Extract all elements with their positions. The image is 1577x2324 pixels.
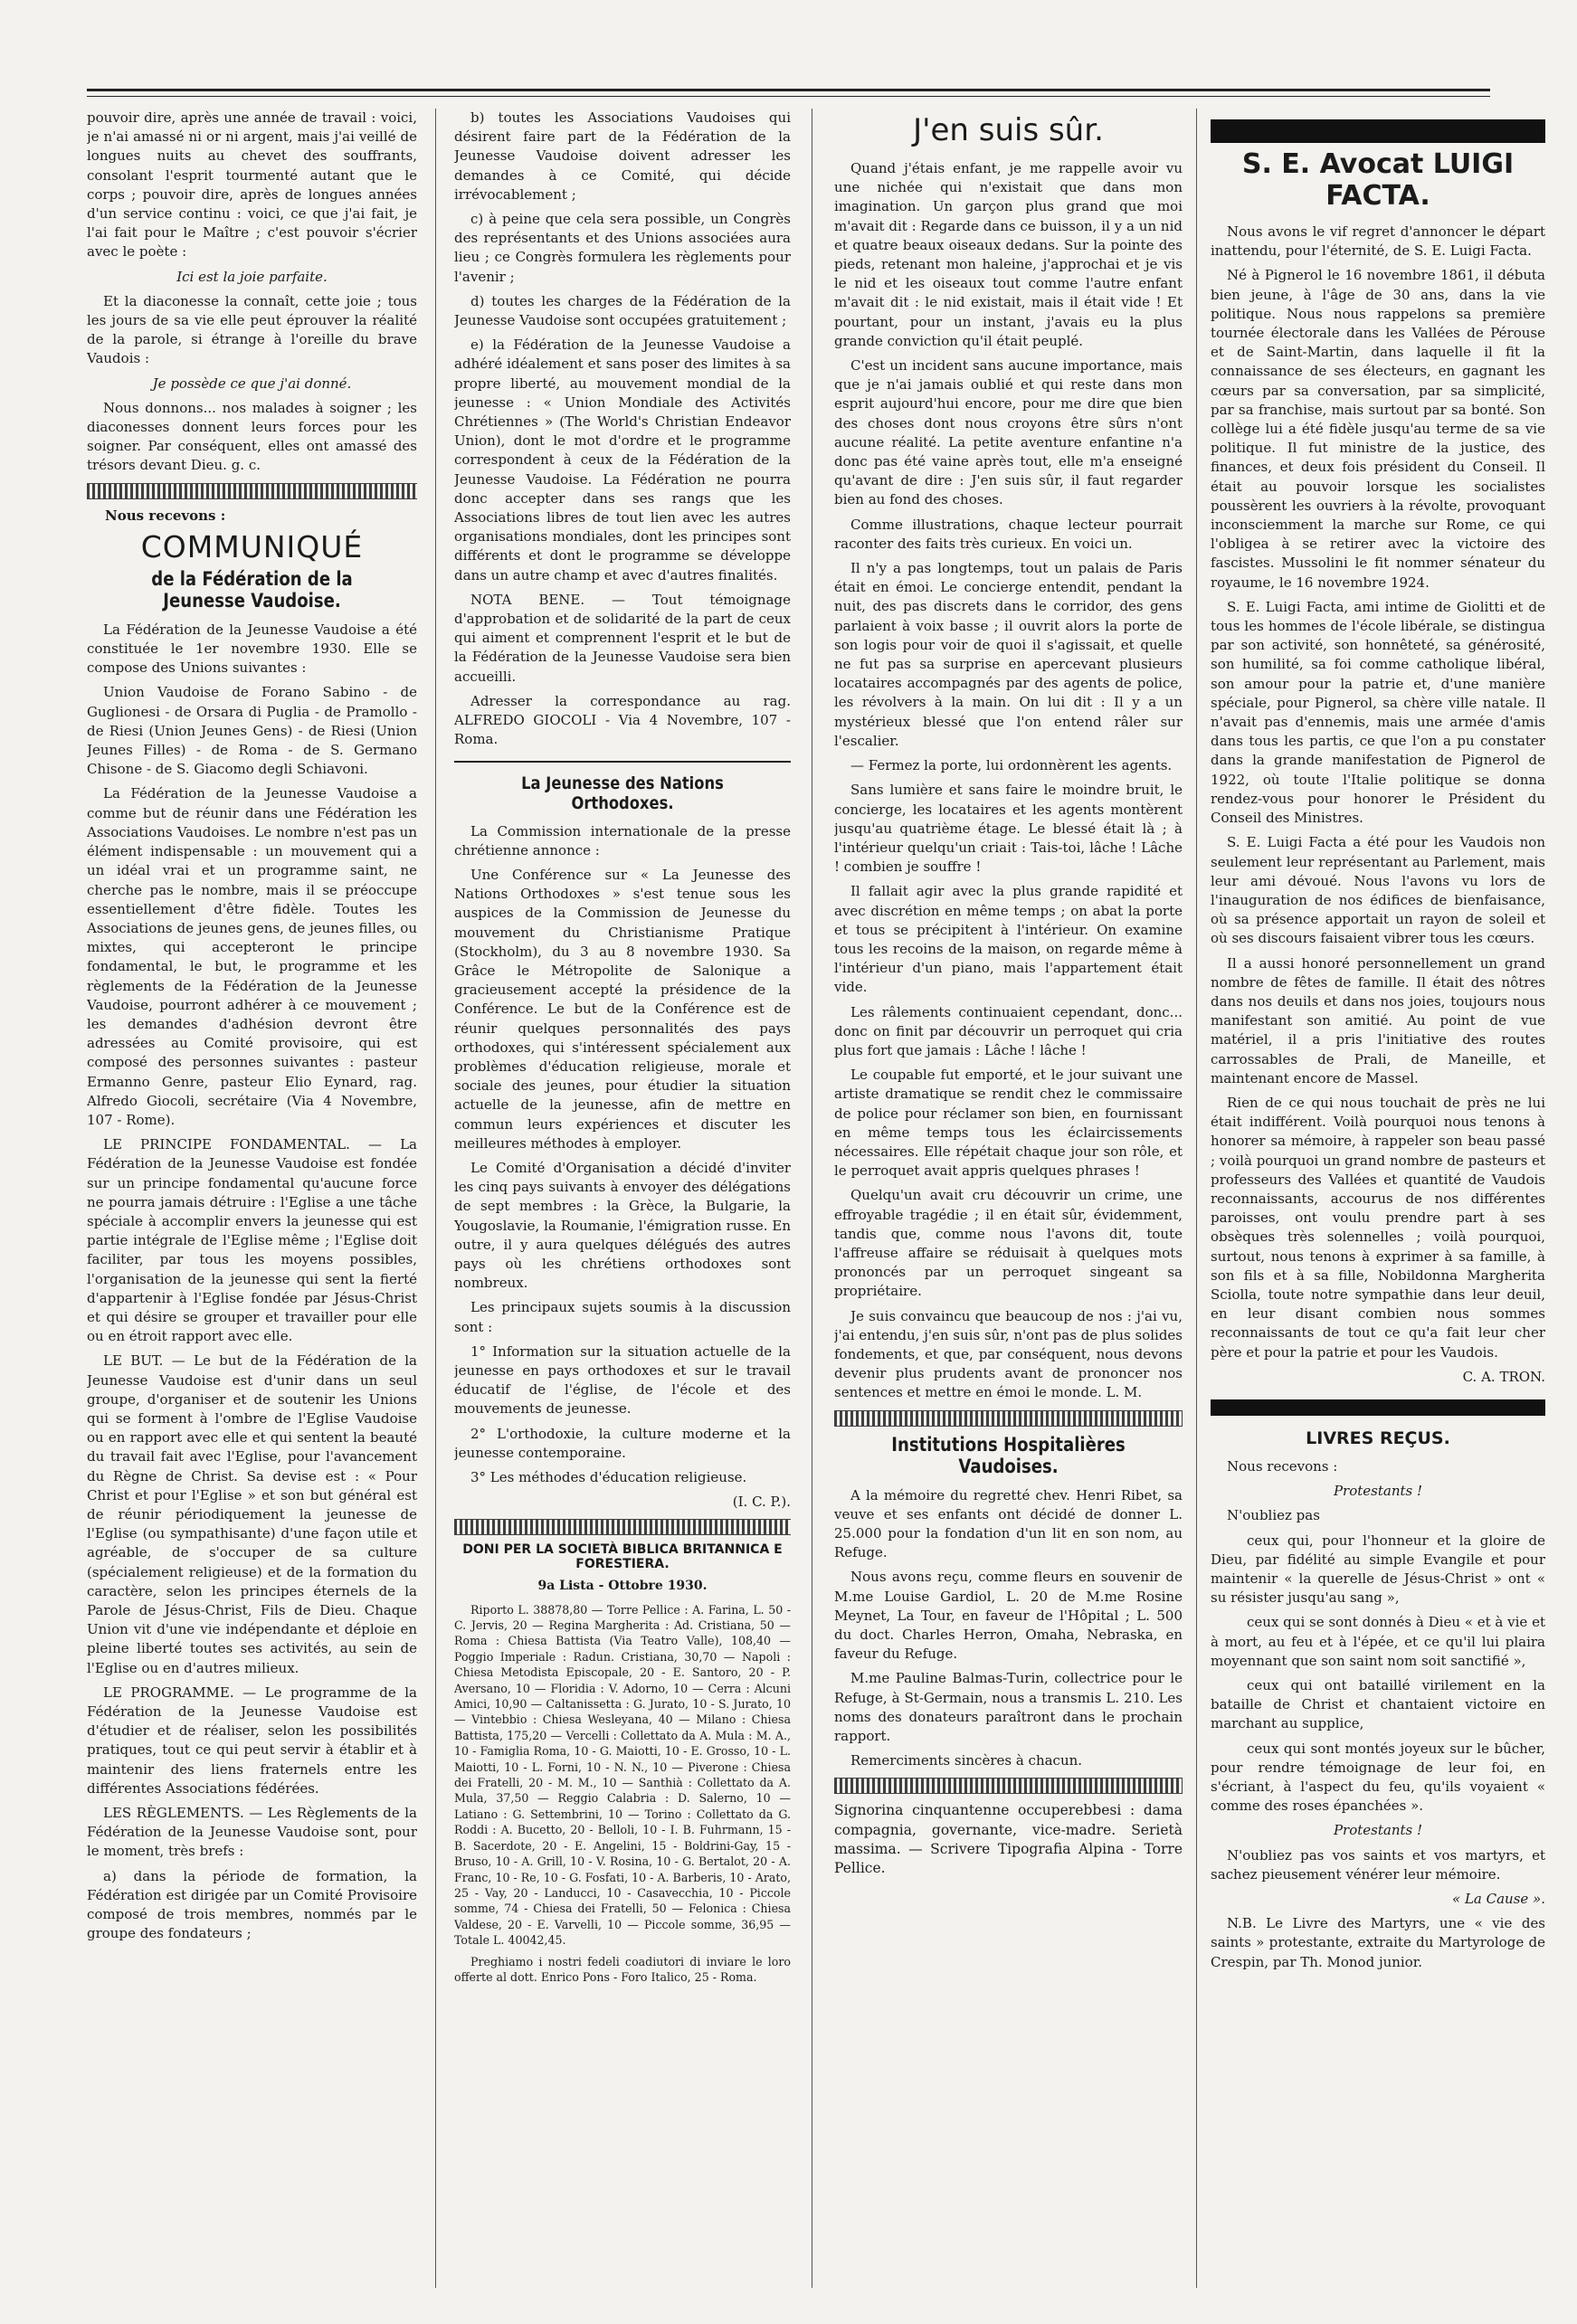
paragraph: La Fédération de la Jeunesse Vaudoise a comme but de réunir dans une Fédération les Associations Vaudoises. Le nombre n'est pas un élément indispensable : un mouvement qui a un idéal vrai et un programme saint, ne cherche pas le nombre, mais il se préoccupe essentiellement d'être fidèle. Toutes les Associations de jeunes gens, de jeunes filles, ou mixtes, qui accepteront le principe fondamental, le but, le programme et les règlements de la Fédération de la Jeunesse Vaudoise, pourront adhérer à ce mouvement ; les demandes d'adhésion devront être adressées au Comité provisoire, qui est composé des personnes suivantes : pasteur Ermanno Genre, pasteur Elio Eynard, rag. Alfredo Giocoli, secrétaire (Via 4 Novembre, 107 - Rome). [87,785,417,1128]
ornament-divider [454,1519,791,1535]
paragraph: 2° L'orthodoxie, la culture moderne et la jeunesse contemporaine. [454,1425,791,1461]
paragraph: La Commission internationale de la presse chrétienne annonce : [454,822,791,858]
paragraph: ceux qui, pour l'honneur et la gloire de Dieu, par fidélité au simple Evangile et pour maintenir « la querelle de Jésus-Christ » ont « su résister jusqu'au sang », [1211,1532,1545,1607]
black-banner [1211,1399,1545,1416]
ornament-divider [834,1410,1183,1427]
black-banner [1211,119,1545,143]
paragraph: ceux qui se sont donnés à Dieu « et à vie et à mort, au feu et à l'épée, et ce qu'il lui plaira moyennant que son saint nom soit sanctifié », [1211,1614,1545,1669]
verse: Protestants ! [1333,1822,1423,1839]
paragraph: C'est un incident sans aucune importance, mais que je n'ai jamais oublié et qui reste dans mon esprit aujourd'hui encore, pour me dire que bien des choses dont nous croyons être sûrs n'ont aucune réalité. La petite aventure enfantine n'a donc pas été vaine après tout, elle m'a enseigné qu'avant de dire : J'en suis sûr, il faut regarder bien au fond des choses. [834,357,1183,508]
paragraph: Je suis convaincu que beaucoup de nos : j'ai vu, j'ai entendu, j'en suis sûr, n'ont pas de plus solides fondements, et que, par conséquent, nous devons devenir plus prudents avant de prononcer nos sentences et mettre en émoi le monde. L. M. [834,1307,1183,1401]
paragraph: LE PROGRAMME. — Le programme de la Fédération de la Jeunesse Vaudoise est d'étudier et de réaliser, selon les possibilités pratiques, tout ce qui peut servir à établir et à maintenir des liens fraternels entre les différentes Associations fédérées. [87,1684,417,1797]
article-subtitle: de la Fédération de la Jeunesse Vaudoise. [151,567,353,612]
paragraph: a) dans la période de formation, la Fédération est dirigée par un Comité Provisoire composé de trois membres, nommés par le groupe des fondateurs ; [87,1867,417,1942]
paragraph: Il fallait agir avec la plus grande rapidité et avec discrétion en même temps ; on abat la porte et tous se précipitent à l'intérieur. On examine tous les recoins de la maison, on regarde même à l'intérieur d'un piano, mais l'appartement était vide. [834,883,1183,996]
article-title: DONI PER LA SOCIETÀ BIBLICA BRITANNICA E FORESTIERA. [462,1542,783,1572]
paragraph: Riporto L. 38878,80 — Torre Pellice : A. Farina, L. 50 - C. Jervis, 20 — Regina Margherita : Ad. Cristiana, 50 — Roma : Chiesa Battista (Via Teatro Valle), 108,40 — Poggio Imperiale : Radun. Cristiana, 30,70 — Napoli : Chiesa Metodista Episcopale, 20 - E. Santoro, 20 - P. Aversano, 10 — Floridia : V. Adorno, 10 — Cerra : Alcuni Amici, 10,90 — Caltanissetta : G. Jurato, 10 - S. Jurato, 10 — Vintebbio : Chiesa Wesleyana, 40 — Milano : Chiesa Battista, 175,20 — Vercelli : Collettato da A. Mula : M. A., 10 - Famiglia Roma, 10 - G. Maiotti, 10 - E. Grosso, 10 - L. Maiotti, 10 - L. Forni, 10 - N. N., 10 — Piverone : Chiesa dei Fratelli, 20 - M. M., 10 — Santhià : Collettato da A. Mula, 37,50 — Reggio Calabria : D. Salerno, 10 — Latiano : G. Settembrini, 10 — Torino : Collettato da G. Roddi : A. Bucetto, 20 - Belloli, 10 - I. B. Fuhrmann, 15 - B. Sacerdote, 20 - E. Angelini, 15 - Boldrini-Gay, 15 - Bruso, 10 - A. Grill, 10 - V. Rosina, 10 - G. Bertalot, 20 - A. Franc, 10 - Re, 10 - G. Fosfati, 10 - A. Barberis, 10 - Arato, 25 - Vay, 20 - Landucci, 10 - Casavecchia, 10 - Piccole somme, 74 - Chiesa dei Fratelli, 50 — Felonica : Chiesa Valdese, 20 - E. Varvelli, 10 — Piccole somme, 36,95 — Totale L. 40042,45. [454,1602,791,1948]
paragraph: Il n'y a pas longtemps, tout un palais de Paris était en émoi. Le concierge entendit, pendant la nuit, des pas discrets dans le corridor, des gens parlaient à voix basse ; il ouvrit alors la porte de son logis pour voir de quoi il s'agissait, et quelle ne fut pas sa surprise en apercevant plusieurs locataires accompagnés par des agents de police, les révolvers à la main. On lui dit : Il y a un mystérieux blessé que l'on entend râler sur l'escalier. [834,560,1183,749]
paragraph: N.B. Le Livre des Martyrs, une « vie des saints » protestante, extraite du Martyrologe de Crespin, par Th. Monod junior. [1211,1915,1545,1970]
paragraph: Les râlements continuaient cependant, donc... donc on finit par découvrir un perroquet qui cria plus fort que jamais : Lâche ! lâche ! [834,1003,1183,1058]
verse: Ici est la joie parfaite. [176,268,328,285]
paragraph: Nous avons le vif regret d'annoncer le départ inattendu, pour l'éternité, de S. E. Luigi Facta. [1211,223,1545,260]
paragraph: c) à peine que cela sera possible, un Congrès des représentants et des Unions associées aura lieu ; ce Congrès formulera les règlements pour l'avenir ; [454,211,791,285]
verse: Protestants ! [1333,1483,1423,1500]
donations-list [454,1602,791,1986]
paragraph: N'oubliez pas [1227,1507,1320,1524]
paragraph: M.me Pauline Balmas-Turin, collectrice pour le Refuge, à St-Germain, nous a transmis L. 210. Les noms des donateurs paraîtront dans le prochain rapport. [834,1670,1183,1745]
ornament-divider [87,483,417,499]
article-title: S. E. Avocat LUIGI FACTA. [1241,148,1515,212]
paragraph: d) toutes les charges de la Fédération de la Jeunesse Vaudoise sont occupées gratuitement ; [454,292,791,329]
paragraph: Nous avons reçu, comme fleurs en souvenir de M.me Louise Gardiol, L. 20 de M.me Rosine Meynet, La Tour, en faveur de l'Hôpital ; L. 500 du doct. Charles Herron, Omaha, Nebraska, en faveur du Refuge. [834,1569,1183,1663]
paragraph: ceux qui ont bataillé virilement en la bataille de Christ et chantaient victoire en marchant au supplice, [1211,1677,1545,1732]
paragraph: Adresser la correspondance au rag. ALFREDO GIOCOLI - Via 4 Novembre, 107 - Roma. [454,692,791,748]
paragraph: Rien de ce qui nous touchait de près ne lui était indifférent. Voilà pourquoi nous tenons à honorer sa mémoire, à rappeler son beau passé ; voilà pourquoi un grand nombre de pasteurs et professeurs des Vallées et quantité de Vaudois reconnaissants, accourus de nos différentes paroisses, ont voulu prendre part à ses obsèques très solennelles ; voilà pourquoi, surtout, nous tenons à exprimer à sa famille, à son fils et à sa fille, Nobildonna Margherita Sciolla, toute notre sympathie dans leur deuil, en leur disant combien nous sommes reconnaissants de tout ce qu'a fait leur cher père et pour la patrie et pour les Vaudois. [1211,1094,1545,1361]
paragraph: S. E. Luigi Facta, ami intime de Giolitti et de tous les hommes de l'école libérale, se distingua par son activité, son honnêteté, sa générosité, son humilité, sa foi comme catholique libéral, son amour pour la patrie et, d'une manière spéciale, pour Pignerol, sa chère ville natale. Il n'avait pas d'ennemis, mais une armée d'amis dans tous les partis, ce que l'on a pu constater dans la grande manifestation de Pignerol de 1922, où toute l'Italie politique se donna rendez-vous pour honorer le Président du Conseil des Ministres. [1211,598,1545,827]
source-note: « La Cause ». [1452,1891,1545,1908]
paragraph: Le coupable fut emporté, et le jour suivant une artiste dramatique se rendit chez le commissaire de police pour réclamer son bien, en fournissant en même temps tous les éclaircissements nécessaires. Elle répétait chaque jour son rôle, et le perroquet avait appris quelques phrases ! [834,1067,1183,1180]
column-4 [1211,109,1545,2288]
paragraph: b) toutes les Associations Vaudoises qui désirent faire part de la Fédération de la Jeunesse Vaudoise doivent adresser les demandes à ce Comité, qui décide irrévocablement ; [454,109,791,203]
paragraph: 1° Information sur la situation actuelle de la jeunesse en pays orthodoxes et sur le travail éducatif de l'église, de l'école et des mouvements de jeunesse. [454,1342,791,1418]
column-1 [87,109,417,2288]
section-rule [454,761,791,763]
paragraph: S. E. Luigi Facta a été pour les Vaudois non seulement leur représentant au Parlement, mais leur ami dévoué. Nous l'avons vu lors de l'inauguration de nos édifices de bienfaisance, où sa présence apportait un rayon de soleil et où ses discours faisaient vibrer tous les cœurs. [1211,834,1545,947]
paragraph: N'oubliez pas vos saints et vos martyrs, et sachez pieusement vénérer leur mémoire. [1211,1846,1545,1883]
article-title: Institutions Hospitalières Vaudoises. [891,1433,1126,1477]
paragraph: Quelqu'un avait cru découvrir un crime, une effroyable tragédie ; il en était sûr, évidemment, tandis que, comme nous l'avons dit, toute l'affreuse affaire se réduisait à quelques mots prononcés par un perroquet singeant sa propriétaire. [834,1187,1183,1300]
paragraph: LE BUT. — Le but de la Fédération de la Jeunesse Vaudoise est d'unir dans un seul groupe, d'organiser et de soutenir les Unions qui se forment à l'ombre de l'Eglise Vaudoise ou en rapport avec elle et qui sentent la beauté du travail fait avec l'Eglise, pour l'avancement du Règne de Christ. Sa devise est : « Pour Christ et pour l'Eglise » et son but général est de réunir périodiquement la jeunesse de l'Eglise (ou sympathisante) d'une façon utile et agréable, de s'occuper de sa culture (spécialement religieuse) et de la formation du caractère, selon les principes éternels de la Parole de Jésus-Christ, Fils de Dieu. Chaque Union vit d'une vie indépendante et déploie en pleine liberté toutes ses activités, au sein de l'Eglise ou en d'autres milieux. [87,1352,417,1676]
article-title: LIVRES REÇUS. [1306,1428,1450,1448]
article-title: La Jeunesse des Nations Orthodoxes. [521,773,724,813]
article-title: J'en suis sûr. [913,112,1104,148]
paragraph: e) la Fédération de la Jeunesse Vaudoise a adhéré idéalement et sans poser des limites à sa propre liberté, au mouvement mondial de la jeunesse : « Union Mondiale des Activités Chrétiennes » (The World's Christian Endeavor Union), dont le mot d'ordre et le programme correspondent à ceux de la Fédération de la Jeunesse Vaudoise. La Fédération ne pourra donc accepter dans ses rangs que les Associations libres de tout lien avec les autres organisations mondiales, dont les principes sont différents et dont le programme se développe dans un autre champ et avec d'autres finalités. [454,337,791,583]
paragraph: Remerciments sincères à chacun. [850,1752,1083,1769]
paragraph: ceux qui sont montés joyeux sur le bûcher, pour rendre témoignage de leur foi, en s'écriant, à l'aspect du feu, qu'ils voyaient « comme des roses épanchées ». [1211,1740,1545,1815]
source-note: (I. C. P.). [732,1494,791,1511]
paragraph: Les principaux sujets soumis à la discussion sont : [454,1299,791,1335]
paragraph: La Fédération de la Jeunesse Vaudoise a été constituée le 1er novembre 1930. Elle se compose des Unions suivantes : [87,621,417,677]
column-divider [435,109,436,2288]
column-2 [454,109,791,2288]
paragraph: Nous recevons : [1227,1457,1338,1475]
paragraph: Il a aussi honoré personnellement un grand nombre de fêtes de famille. Il était des nôtres dans nos deuils et dans nos joies, toujours nous manifestant son amitié. Au point de vue matériel, il a pris l'initiative des routes carrossables de Prali, de Maneille, et maintenant encore de Massel. [1211,954,1545,1086]
classified-ad: Signorina cinquantenne occuperebbesi : dama compagnia, governante, vice-madre. Serietà massima. — Scrivere Tipografia Alpina - Torre Pellice. [834,1802,1183,1877]
top-rule [87,89,1490,97]
paragraph: Une Conférence sur « La Jeunesse des Nations Orthodoxes » s'est tenue sous les auspices de la Commission de Jeunesse du mouvement du Christianisme Pratique (Stockholm), du 3 au 8 novembre 1930. Sa Grâce le Métropolite de Salonique a gracieusement accepté la présidence de la Conférence. Le but de la Conférence est de réunir quelques personnalités des pays orthodoxes, qui s'intéressent spécialement aux problèmes d'éducation religieuse, morale et sociale des jeunes, pour étudier la situation actuelle de la jeunesse, afin de mettre en commun leurs expériences et discuter les meilleures méthodes à employer. [454,866,791,1152]
paragraph: Union Vaudoise de Forano Sabino - de Guglionesi - de Orsara di Puglia - de Pramollo - de Riesi (Union Jeunes Gens) - de Riesi (Union Jeunes Filles) - de Roma - de S. Germano Chisone - de S. Giacomo degli Schiavoni. [87,684,417,778]
paragraph: A la mémoire du regretté chev. Henri Ribet, sa veuve et ses enfants ont décidé de donner L. 25.000 pour la fondation d'un lit en son nom, au Refuge. [834,1486,1183,1561]
article-subtitle: 9a Lista - Ottobre 1930. [537,1579,708,1594]
paragraph: Preghiamo i nostri fedeli coadiutori di inviare le loro offerte al dott. Enrico Pons - Foro Italico, 25 - Roma. [454,1954,791,1984]
signature: C. A. TRON. [1462,1368,1545,1385]
section-label: Nous recevons : [105,507,226,524]
paragraph: — Fermez la porte, lui ordonnèrent les agents. [850,757,1173,774]
verse: Je possède ce que j'ai donné. [152,375,352,392]
paragraph: LE PRINCIPE FONDAMENTAL. — La Fédération de la Jeunesse Vaudoise est fondée sur un principe fondamental qu'aucune force ne pourra jamais détruire : l'Eglise a une tâche spéciale à accomplir envers la jeunesse qui est partie intégrale de l'Eglise même ; l'Eglise doit faciliter, par tous les moyens possibles, l'organisation de la jeunesse qui sent la fierté d'appartenir à l'Eglise fondée par Jésus-Christ et qui désire se grouper et travailler pour elle ou en étroit rapport avec elle. [87,1136,417,1345]
paragraph: Comme illustrations, chaque lecteur pourrait raconter des faits très curieux. En voici un. [834,516,1183,552]
paragraph: Nous donnons... nos malades à soigner ; les diaconesses donnent leurs forces pour les soigner. Par conséquent, elles ont amassé des trésors devant Dieu. g. c. [87,399,417,474]
ornament-divider [834,1778,1183,1794]
column-divider [1196,109,1197,2288]
paragraph: Sans lumière et sans faire le moindre bruit, le concierge, les locataires et les agents montèrent jusqu'au quatrième étage. Le blessé était là ; à l'intérieur quelqu'un criait : Tais-toi, lâche ! Lâche ! combien je souffre ! [834,782,1183,876]
paragraph: 3° Les méthodes d'éducation religieuse. [470,1469,747,1485]
paragraph: pouvoir dire, après une année de travail : voici, je n'ai amassé ni or ni argent, mais j'ai veillé de longues nuits au chevet des souffrants, consolant l'esprit tourmenté autant que le corps ; pouvoir dire, après de longues années d'un service continu : voici, ce que j'ai fait, je l'ai fait pour le Maître ; c'est pouvoir s'écrier avec le poète : [87,109,417,261]
paragraph: Quand j'étais enfant, je me rappelle avoir vu une nichée qui n'existait que dans mon imagination. Un garçon plus grand que moi m'avait dit : Regarde dans ce buisson, il y a un nid et quatre beaux oiseaux dedans. Sur la pointe des pieds, retenant mon haleine, j'approchai et je vis le nid et les oiseaux tout comme l'autre enfant m'avait dit : le nid existait, mais il était vide ! Et pourtant, pour un instant, j'avais eu la plus grande conviction qu'il était peuplé. [834,160,1183,349]
paragraph: NOTA BENE. — Tout témoignage d'approbation et de solidarité de la part de ceux qui aiment et comprennent l'esprit et le but de la Fédération de la Jeunesse Vaudoise sera bien accueilli. [454,591,791,685]
column-3 [834,109,1183,2288]
paragraph: Né à Pignerol le 16 novembre 1861, il débuta bien jeune, à l'âge de 30 ans, dans la vie politique. Nous nous rappelons sa première tournée électorale dans les Vallées de Pérouse et de Saint-Martin, dans laquelle il fit la connaissance de ses électeurs, en gagnant les cœurs par sa conversation, par sa simplicité, par sa franchise, mais surtout par sa bonté. Son collège lui a été fidèle jusqu'au terme de sa vie politique. Il fut ministre de la justice, des finances, et deux fois président du Conseil. Il était au pouvoir lorsque les socialistes poussèrent les ouvriers à la révolte, provoquant inconsciemment la marche sur Rome, ce qui l'obligea à se retirer avec la victoire des fascistes. Mussolini le fit nommer sénateur du royaume, le 16 novembre 1924. [1211,267,1545,591]
paragraph: Et la diaconesse la connaît, cette joie ; tous les jours de sa vie elle peut éprouver la réalité de la parole, si étrange à l'oreille du brave Vaudois : [87,292,417,367]
paragraph: Le Comité d'Organisation a décidé d'inviter les cinq pays suivants à envoyer des délégations de sept membres : la Grèce, la Bulgarie, la Yougoslavie, la Roumanie, l'émigration russe. En outre, il y aura quelques délégués des autres pays où les chrétiens orthodoxes sont nombreux. [454,1159,791,1292]
article-title: COMMUNIQUÉ [140,528,364,564]
paragraph: LES RÈGLEMENTS. — Les Règlements de la Fédération de la Jeunesse Vaudoise sont, pour le moment, très brefs : [87,1805,417,1860]
